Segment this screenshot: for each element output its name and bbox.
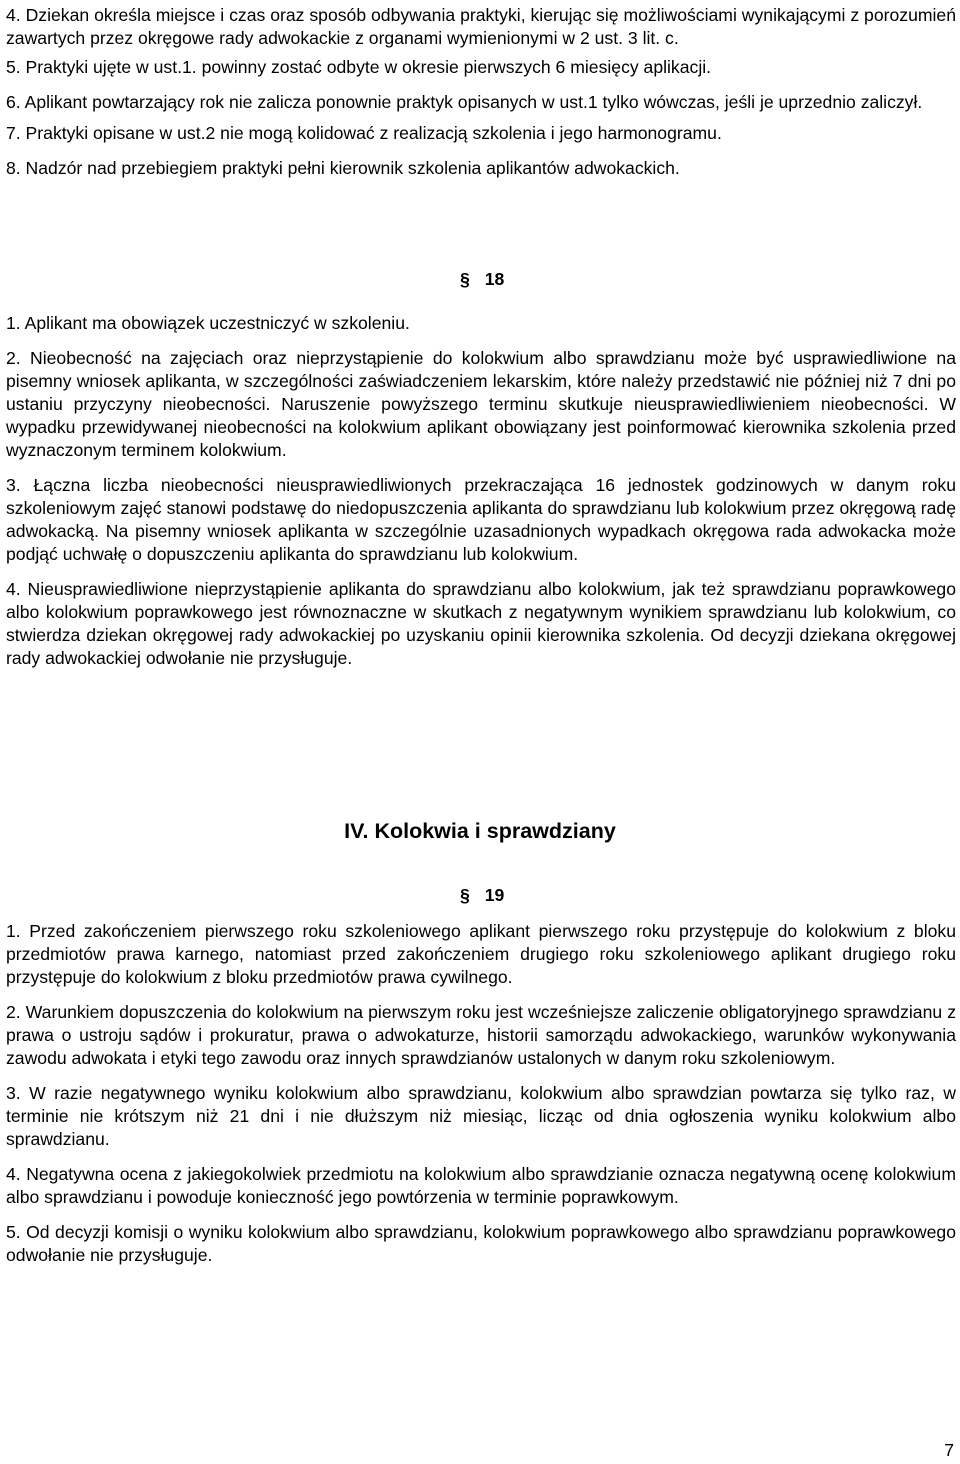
section-18-heading (460, 268, 504, 291)
chapter-title: IV. Kolokwia i sprawdziany (344, 819, 616, 843)
section-18-item-2: 2. Nieobecność na zajęciach oraz nieprzystąpienie do kolokwium albo sprawdzianu może być usprawiedliwione na pisemny wniosek aplikanta, w szczególności zaświadczeniem lekarskim, które należy przedstawić nie później niż 7 dni po ustaniu przyczyny nieobecności. Naruszenie powyższego terminu skutkuje nieusprawiedliwieniem nieobecności. W wypadku przewidywanej nieobecności na kolokwium aplikant obowiązany jest poinformować kierownika szkolenia przed wyznaczonym terminem kolokwium. (6, 348, 956, 460)
section-19-item-2: 2. Warunkiem dopuszczenia do kolokwium na pierwszym roku jest wcześniejsze zaliczenie obligatoryjnego sprawdzianu z prawa o ustroju sądów i prokuratur, prawa o adwokaturze, historii samorządu adwokackiego, warunków wykonywania zawodu adwokata i etyki tego zawodu oraz innych sprawdzianów ustalonych w danym roku szkoleniowym. (6, 1002, 956, 1068)
paragraph-item-5: 5. Praktyki ujęte w ust.1. powinny zostać odbyte w okresie pierwszych 6 miesięcy aplikacji. (6, 57, 712, 77)
section-19-item-4: 4. Negatywna ocena z jakiegokolwiek przedmiotu na kolokwium albo sprawdzianie oznacza negatywną ocenę kolokwium albo sprawdzianu i powoduje konieczność jego powtórzenia w terminie poprawkowym. (6, 1164, 956, 1207)
paragraph-item-8: 8. Nadzór nad przebiegiem praktyki pełni kierownik szkolenia aplikantów adwokackich. (6, 158, 680, 178)
top-items (6, 4, 956, 180)
section-19-item-1: 1. Przed zakończeniem pierwszego roku szkoleniowego aplikant pierwszego roku przystępuje do kolokwium z bloku przedmiotów prawa karnego, natomiast przed zakończeniem drugiego roku szkoleniowego aplikant drugiego roku przystępuje do kolokwium z bloku przedmiotów prawa cywilnego. (6, 921, 956, 987)
section-number: 18 (484, 269, 505, 289)
section-number: 19 (484, 885, 505, 905)
paragraph-item-7: 7. Praktyki opisane w ust.2 nie mogą kolidować z realizacją szkolenia i jego harmonogramu. (6, 123, 722, 143)
section-19-item-5: 5. Od decyzji komisji o wyniku kolokwium albo sprawdzianu, kolokwium poprawkowego albo sprawdzianu poprawkowego odwołanie nie przysługuje. (6, 1222, 956, 1265)
section-symbol: § (460, 269, 470, 289)
section-19-heading (460, 884, 504, 907)
section-symbol: § (460, 885, 470, 905)
paragraph-item-6: 6. Aplikant powtarzający rok nie zalicza ponownie praktyk opisanych w ust.1 tylko wówczas, jeśli je uprzednio zaliczył. (6, 92, 923, 112)
section-19-body (6, 920, 956, 1267)
section-19-item-3: 3. W razie negatywnego wyniku kolokwium albo sprawdzianu, kolokwium albo sprawdzian powtarza się tylko raz, w terminie nie krótszym niż 21 dni i nie dłuższym niż miesiąc, licząc od dnia ogłoszenia wyniku kolokwium albo sprawdzianu. (6, 1083, 956, 1149)
section-18-item-4: 4. Nieusprawiedliwione nieprzystąpienie aplikanta do sprawdzianu albo kolokwium, jak też sprawdzianu poprawkowego albo kolokwium poprawkowego jest równoznaczne w skutkach z negatywnym wynikiem sprawdzianu lub kolokwium, co stwierdza dziekan okręgowej rady adwokackiej po uzyskaniu opinii kierownika szkolenia. Od decyzji dziekana okręgowej rady adwokackiej odwołanie nie przysługuje. (6, 579, 956, 668)
paragraph-item-4: 4. Dziekan określa miejsce i czas oraz sposób odbywania praktyki, kierując się możliwościami wynikającymi z porozumień zawartych przez okręgowe rady adwokackie z organami wymienionymi w 2 ust. 3 lit. c. (6, 5, 956, 48)
section-18-item-1: 1. Aplikant ma obowiązek uczestniczyć w szkoleniu. (6, 313, 410, 333)
section-18-item-3: 3. Łączna liczba nieobecności nieusprawiedliwionych przekraczająca 16 jednostek godzinowych w danym roku szkoleniowym zajęć stanowi podstawę do niedopuszczenia aplikanta do sprawdzianu lub kolokwium przez okręgową radę adwokacką. Na pisemny wniosek aplikanta w szczególnie uzasadnionych wypadkach okręgowa rada adwokacka może podjąć uchwałę o dopuszczeniu aplikanta do sprawdzianu lub kolokwium. (6, 475, 956, 564)
page-number: 7 (944, 1440, 954, 1460)
section-18-body (6, 312, 956, 670)
